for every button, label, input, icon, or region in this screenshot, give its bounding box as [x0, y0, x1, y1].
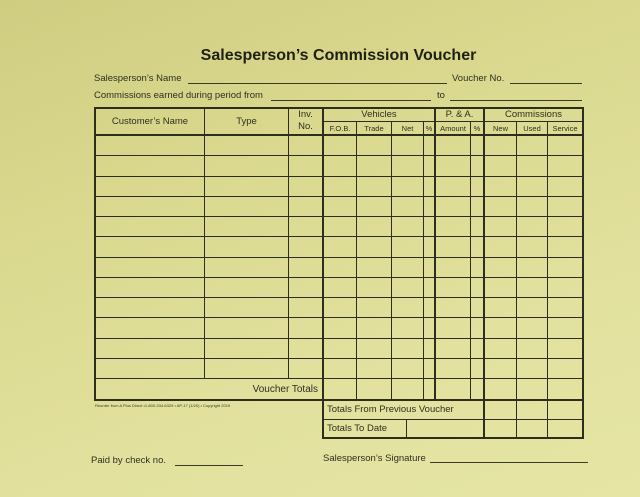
totals-to-date-divider [406, 420, 407, 438]
voucher-no-label: Voucher No. [452, 73, 505, 84]
table-left-border [94, 107, 96, 401]
period-from-label: Commissions earned during period from [94, 90, 263, 101]
header-net: Net [401, 124, 414, 133]
voucher-no-field[interactable] [510, 83, 582, 84]
totals-previous-label: Totals From Previous Voucher [327, 404, 454, 415]
header-inv-line2: No. [298, 121, 313, 132]
header-commissions: Commissions [504, 109, 562, 120]
header-amount: Amount [440, 124, 466, 133]
voucher-totals-bottom-border [94, 399, 584, 401]
table-row-line [95, 216, 583, 217]
header-fob: F.O.B. [329, 124, 351, 133]
period-from-field[interactable] [271, 100, 431, 101]
table-row-line [95, 317, 583, 318]
header-customer-name: Customer’s Name [111, 116, 189, 127]
salesperson-name-label: Salesperson’s Name [94, 73, 182, 84]
header-vehicles-pct: % [425, 124, 433, 133]
table-right-border [582, 107, 584, 439]
subheader-divider [323, 121, 583, 122]
header-trade: Trade [364, 124, 384, 133]
header-pa-pct: % [473, 124, 481, 133]
col-divider-used [516, 121, 517, 439]
table-row-line [95, 236, 583, 237]
period-to-field[interactable] [450, 100, 582, 101]
reorder-text: Reorder from A Plus Direct •1-800-334-6329 • AP-17 (1/20) • Copyright 2019 [95, 403, 231, 408]
totals-to-date-label: Totals To Date [327, 423, 388, 434]
col-divider-vehicles [322, 107, 324, 439]
header-new: New [492, 124, 508, 133]
col-divider-commissions [483, 107, 485, 439]
header-service: Service [552, 124, 578, 133]
table-row-line [95, 277, 583, 278]
totals-mid-border [323, 419, 583, 420]
table-row-line [95, 338, 583, 339]
header-pa: P. & A. [445, 109, 474, 120]
header-used: Used [523, 124, 541, 133]
header-inv-no [289, 109, 322, 133]
table-row-line [95, 358, 583, 359]
table-row-line [95, 378, 583, 379]
header-type: Type [236, 116, 257, 127]
table-row-line [95, 196, 583, 197]
table-row-line [95, 257, 583, 258]
paid-by-check-field[interactable] [175, 465, 243, 466]
totals-bottom-border [322, 437, 584, 439]
header-bottom-border [94, 134, 584, 136]
form-title: Salesperson’s Commission Voucher [200, 47, 477, 64]
signature-label: Salesperson’s Signature [323, 453, 426, 464]
header-inv-line1: Inv. [298, 109, 313, 120]
voucher-totals-label: Voucher Totals [252, 384, 318, 395]
period-to-label: to [437, 90, 445, 101]
salesperson-name-field[interactable] [188, 83, 447, 84]
col-divider-pa [434, 107, 436, 400]
table-row-line [95, 155, 583, 156]
col-divider-service [547, 121, 548, 439]
table-row-line [95, 297, 583, 298]
paid-by-check-label: Paid by check no. [91, 455, 166, 466]
signature-field[interactable] [430, 462, 588, 463]
table-row-line [95, 176, 583, 177]
header-vehicles: Vehicles [361, 109, 397, 120]
